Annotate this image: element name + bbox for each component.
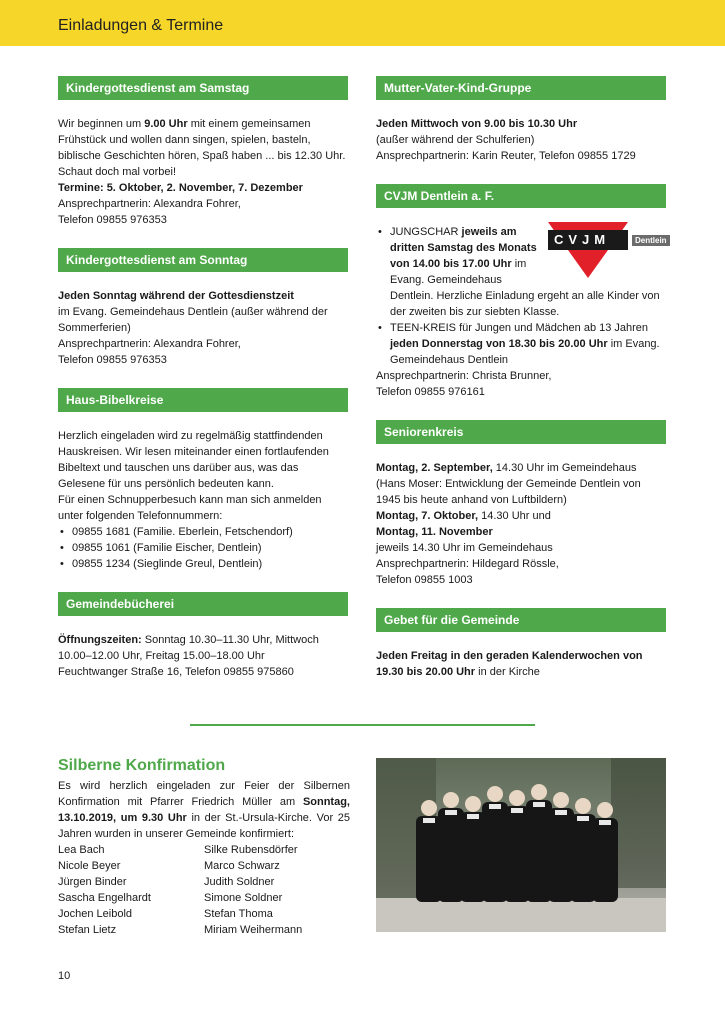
section-text: Herzlich eingeladen wird zu regelmäßig stattfindenden Hauskreisen. Wir lesen miteinander einen fortlaufenden Bibeltext und tauschen uns darüber aus, was das Gelesene für uns persönlich bedeuten kann. (58, 430, 329, 490)
text-part: Wir beginnen um (58, 118, 145, 130)
address-text: Feuchtwanger Straße 16, Telefon 09855 975860 (58, 666, 294, 678)
phone-text: Telefon 09855 1003 (376, 574, 473, 586)
section-mvk (376, 76, 666, 164)
name-item: Stefan Lietz (58, 924, 117, 936)
section-heading: Kindergottesdienst am Samstag (58, 76, 348, 100)
names-column-right (204, 842, 350, 938)
section-gebet (376, 608, 666, 680)
section-text: jeweils 14.30 Uhr im Gemeindehaus (376, 542, 553, 554)
konfirmation-title: Silberne Konfirmation (58, 757, 226, 774)
section-heading: Haus-Bibelkreise (58, 388, 348, 412)
list-item (376, 224, 666, 320)
phone-text: Telefon 09855 976161 (376, 386, 485, 398)
left-column (58, 76, 348, 700)
text-part: Sonntag 10.30–11.30 Uhr, Mittwoch 10.00–12.00 Uhr, Freitag 15.00–18.00 Uhr (58, 634, 319, 662)
konfirmation-intro (58, 778, 350, 842)
name-item: Jürgen Binder (58, 876, 127, 888)
section-text: im Evang. Gemeindehaus Dentlein (außer während der Sommerferien) (58, 306, 328, 334)
section-cvjm (376, 184, 666, 400)
phone-text: Telefon 09855 976353 (58, 214, 167, 226)
text-part: mit einem gemeinsamen Frühstück und wollen dann singen, spielen, basteln, biblische Geschichten hören, Spaß haben ... bis 12.30 Uhr. Schaut doch mal vorbei! (58, 118, 346, 178)
header-bar (0, 0, 725, 46)
section-buecherei (58, 592, 348, 680)
section-heading: Mutter-Vater-Kind-Gruppe (376, 76, 666, 100)
contact-text: Ansprechpartnerin: Alexandra Fohrer, (58, 198, 241, 210)
phone-text: Telefon 09855 976353 (58, 354, 167, 366)
contact-text: Ansprechpartnerin: Hildegard Rössle, (376, 558, 559, 570)
right-column (376, 76, 666, 700)
cvjm-logo-word: CVJM (554, 232, 611, 247)
text-part: JUNGSCHAR (390, 226, 462, 238)
cvjm-list (376, 224, 666, 368)
name-item: Judith Soldner (204, 876, 275, 888)
contact-text: Ansprechpartnerin: Christa Brunner, (376, 370, 552, 382)
date-entry (376, 460, 666, 508)
phone-list (58, 524, 348, 572)
text-part: 14.30 Uhr im Gemeindehaus (Hans Moser: Entwicklung der Gemeinde Dentlein von 1945 bis heute anhand von Luftbildern) (376, 462, 641, 506)
list-item: • 09855 1061 (Familie Eischer, Dentlein) (58, 540, 348, 556)
opening-hours (58, 632, 348, 664)
section-text: (außer während der Schulferien) (376, 134, 535, 146)
cvjm-logo-tag: Dentlein (632, 235, 670, 246)
text-bold: Sonntag, 13.10.2019, um 9.30 Uhr (58, 796, 350, 824)
text-part: in der St.-Ursula-Kirche. Vor 25 Jahren wurden in unserer Gemeinde konfirmiert: (58, 812, 350, 840)
label: Öffnungszeiten: (58, 634, 142, 646)
section-divider (190, 724, 535, 726)
text-part: Es wird herzlich eingeladen zur Feier der Silbernen Konfirmation mit Pfarrer Friedrich Müller am (58, 780, 350, 808)
name-item: Silke Rubensdörfer (204, 844, 298, 856)
section-text (58, 116, 348, 180)
text-part: 14.30 Uhr und (478, 510, 551, 522)
page-title: Einladungen & Termine (58, 17, 224, 34)
contact-text: Ansprechpartnerin: Karin Reuter, Telefon 09855 1729 (376, 150, 636, 162)
text-part: TEEN-KREIS für Jungen und Mädchen ab 13 Jahren (390, 322, 649, 334)
section-heading: Gebet für die Gemeinde (376, 608, 666, 632)
page-number: 10 (58, 970, 71, 982)
section-text-2: Für einen Schnupperbesuch kann man sich anmelden unter folgenden Telefonnummern: (58, 494, 322, 522)
name-item: Sascha Engelhardt (58, 892, 151, 904)
section-kigo-samstag (58, 76, 348, 228)
text-part: in der Kirche (475, 666, 540, 678)
section-text (376, 648, 666, 680)
name-item: Lea Bach (58, 844, 105, 856)
section-kigo-sonntag (58, 248, 348, 368)
text-bold: jeweils am dritten Samstag des Monats von 14.00 bis 17.00 Uhr (390, 226, 537, 270)
section-bibelkreise (58, 388, 348, 572)
name-item: Stefan Thoma (204, 908, 273, 920)
text-bold: jeden Donnerstag von 18.30 bis 20.00 Uhr (390, 338, 608, 350)
list-item (376, 320, 666, 368)
text-bold: Jeden Freitag in den geraden Kalenderwochen von 19.30 bis 20.00 Uhr (376, 650, 643, 678)
section-heading: Kindergottesdienst am Sonntag (58, 248, 348, 272)
name-item: Jochen Leibold (58, 908, 133, 920)
text-part: im Evang. Gemeindehaus Dentlein (390, 338, 660, 366)
text-bold: Montag, 7. Oktober, (376, 510, 479, 522)
date-entry (376, 508, 666, 524)
text-part: im Evang. Gemeindehaus Dentlein. Herzliche Einladung ergeht an alle Kinder von der zweiten bis zur siebten Klasse. (390, 258, 660, 318)
time-text: Jeden Mittwoch von 9.00 bis 10.30 Uhr (376, 118, 578, 130)
name-item: Miriam Weihermann (204, 924, 303, 936)
time-text: Jeden Sonntag während der Gottesdienstzeit (58, 290, 294, 302)
names-column-left (58, 842, 204, 938)
dates-text: Termine: 5. Oktober, 2. November, 7. Dezember (58, 182, 303, 194)
section-heading: Gemeindebücherei (58, 592, 348, 616)
section-heading: CVJM Dentlein a. F. (376, 184, 666, 208)
list-item: • 09855 1234 (Sieglinde Greul, Dentlein) (58, 556, 348, 572)
group-photo (376, 758, 666, 932)
section-heading: Seniorenkreis (376, 420, 666, 444)
text-bold: Montag, 2. September, (376, 462, 493, 474)
contact-text: Ansprechpartnerin: Alexandra Fohrer, (58, 338, 241, 350)
section-senioren (376, 420, 666, 588)
names-list (58, 842, 350, 938)
name-item: Simone Soldner (204, 892, 283, 904)
date-entry: Montag, 11. November (376, 526, 493, 538)
group-photo-image (376, 758, 666, 932)
list-item: • 09855 1681 (Familie. Eberlein, Fetschendorf) (58, 524, 348, 540)
name-item: Marco Schwarz (204, 860, 280, 872)
name-item: Nicole Beyer (58, 860, 121, 872)
section-konfirmation (58, 757, 350, 938)
text-bold: 9.00 Uhr (144, 118, 188, 130)
